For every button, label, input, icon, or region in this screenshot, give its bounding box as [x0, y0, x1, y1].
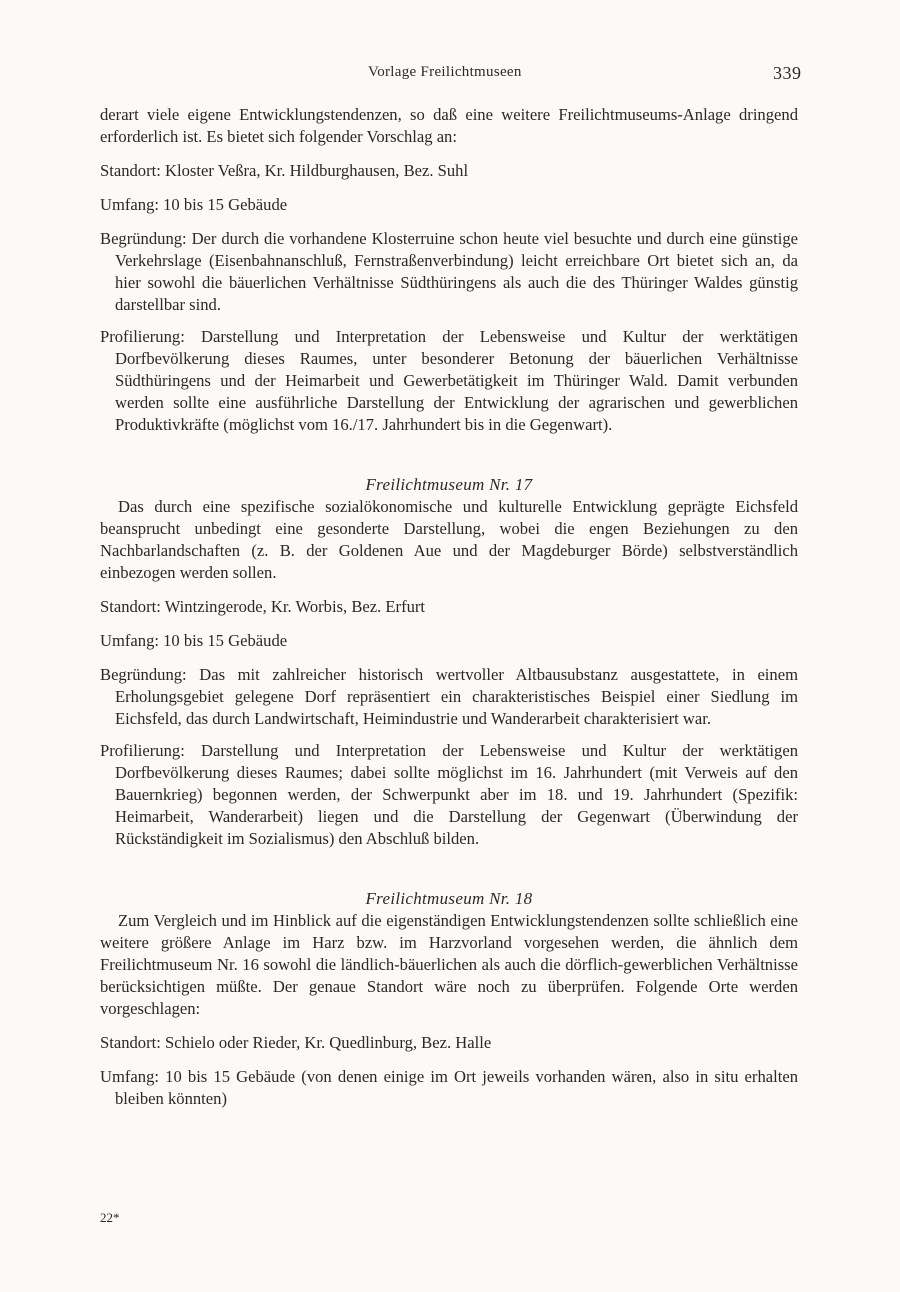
- begruendung-entry: Begründung: Das mit zahlreicher historisch wertvoller Altbausubstanz ausgestattete, in einem Erholungsgebiet gelegene Dorf repräsentiert ein charakteristisches Beispiel einer Siedlung im Eichsfeld, das durch Landwirtschaft, Heimindustrie und Wanderarbeit charakterisiert war.: [100, 665, 798, 728]
- continuation-paragraph: derart viele eigene Entwicklungstendenzen, so daß eine weitere Freilichtmuseums-Anlage dringend erforderlich ist. Es bietet sich folgender Vorschlag an:: [100, 105, 798, 146]
- page-body: [100, 104, 798, 1110]
- umfang-entry: Umfang: 10 bis 15 Gebäude (von denen einige im Ort jeweils vorhanden wären, also in situ erhalten bleiben könnten): [100, 1067, 798, 1108]
- running-head-title: Vorlage Freilichtmuseen: [368, 64, 522, 80]
- umfang-entry: Umfang: 10 bis 15 Gebäude: [100, 195, 288, 214]
- standort-entry: Standort: Kloster Veßra, Kr. Hildburghausen, Bez. Suhl: [100, 161, 469, 180]
- running-head: [0, 64, 900, 88]
- standort-entry: Standort: Wintzingerode, Kr. Worbis, Bez. Erfurt: [100, 597, 426, 616]
- section-heading-museum-18: Freilichtmuseum Nr. 18: [365, 889, 533, 908]
- museum-17-intro: Das durch eine spezifische sozialökonomische und kulturelle Entwicklung geprägte Eichsfeld beansprucht unbedingt eine gesonderte Darstellung, wobei die engen Beziehungen zu den Nachbarlandschaften (z. B. der Goldenen Aue und der Magdeburger Börde) selbstverständlich einbezogen werden sollen.: [100, 497, 798, 582]
- page-number: 339: [773, 63, 802, 83]
- umfang-entry: Umfang: 10 bis 15 Gebäude: [100, 631, 288, 650]
- museum-18-intro: Zum Vergleich und im Hinblick auf die eigenständigen Entwicklungstendenzen sollte schließlich eine weitere größere Anlage im Harz bzw. im Harzvorland vorgesehen werden, die ähnlich dem Freilichtmuseum Nr. 16 sowohl die ländlich-bäuerlichen als auch die dörflich-gewerblichen Verhältnisse berücksichtigen müßte. Der genaue Standort wäre noch zu überprüfen. Folgende Orte werden vorgeschlagen:: [100, 911, 798, 1018]
- sheet-signature: 22*: [100, 1210, 120, 1225]
- begruendung-entry: Begründung: Der durch die vorhandene Klosterruine schon heute viel besuchte und durch eine günstige Verkehrslage (Eisenbahnanschluß, Fernstraßenverbindung) leicht erreichbare Ort bietet sich an, da hier sowohl die bäuerlichen Verhältnisse Südthüringens als auch die des Thüringer Waldes günstig darstellbar sind.: [100, 229, 798, 314]
- standort-entry: Standort: Schielo oder Rieder, Kr. Quedlinburg, Bez. Halle: [100, 1033, 492, 1052]
- profilierung-entry: Profilierung: Darstellung und Interpretation der Lebensweise und Kultur der werktätigen Dorfbevölkerung dieses Raumes; dabei sollte möglichst im 16. Jahrhundert (mit Verweis auf den Bauernkrieg) begonnen werden, der Schwerpunkt aber im 18. und 19. Jahrhundert (Spezifik: Heimarbeit, Wanderarbeit) liegen und die Darstellung der Gegenwart (Überwindung der Rückständigkeit im Sozialismus) den Abschluß bilden.: [100, 741, 798, 848]
- profilierung-entry: Profilierung: Darstellung und Interpretation der Lebensweise und Kultur der werktätigen Dorfbevölkerung dieses Raumes, unter besonderer Betonung der bäuerlichen Verhältnisse Südthüringens und der Heimarbeit und Gewerbetätigkeit im Thüringer Wald. Damit verbunden werden sollte eine ausführliche Darstellung der Entwicklung der agrarischen und gewerblichen Produktivkräfte (möglichst vom 16./17. Jahrhundert bis in die Gegenwart).: [100, 327, 798, 434]
- section-heading-museum-17: Freilichtmuseum Nr. 17: [365, 475, 533, 494]
